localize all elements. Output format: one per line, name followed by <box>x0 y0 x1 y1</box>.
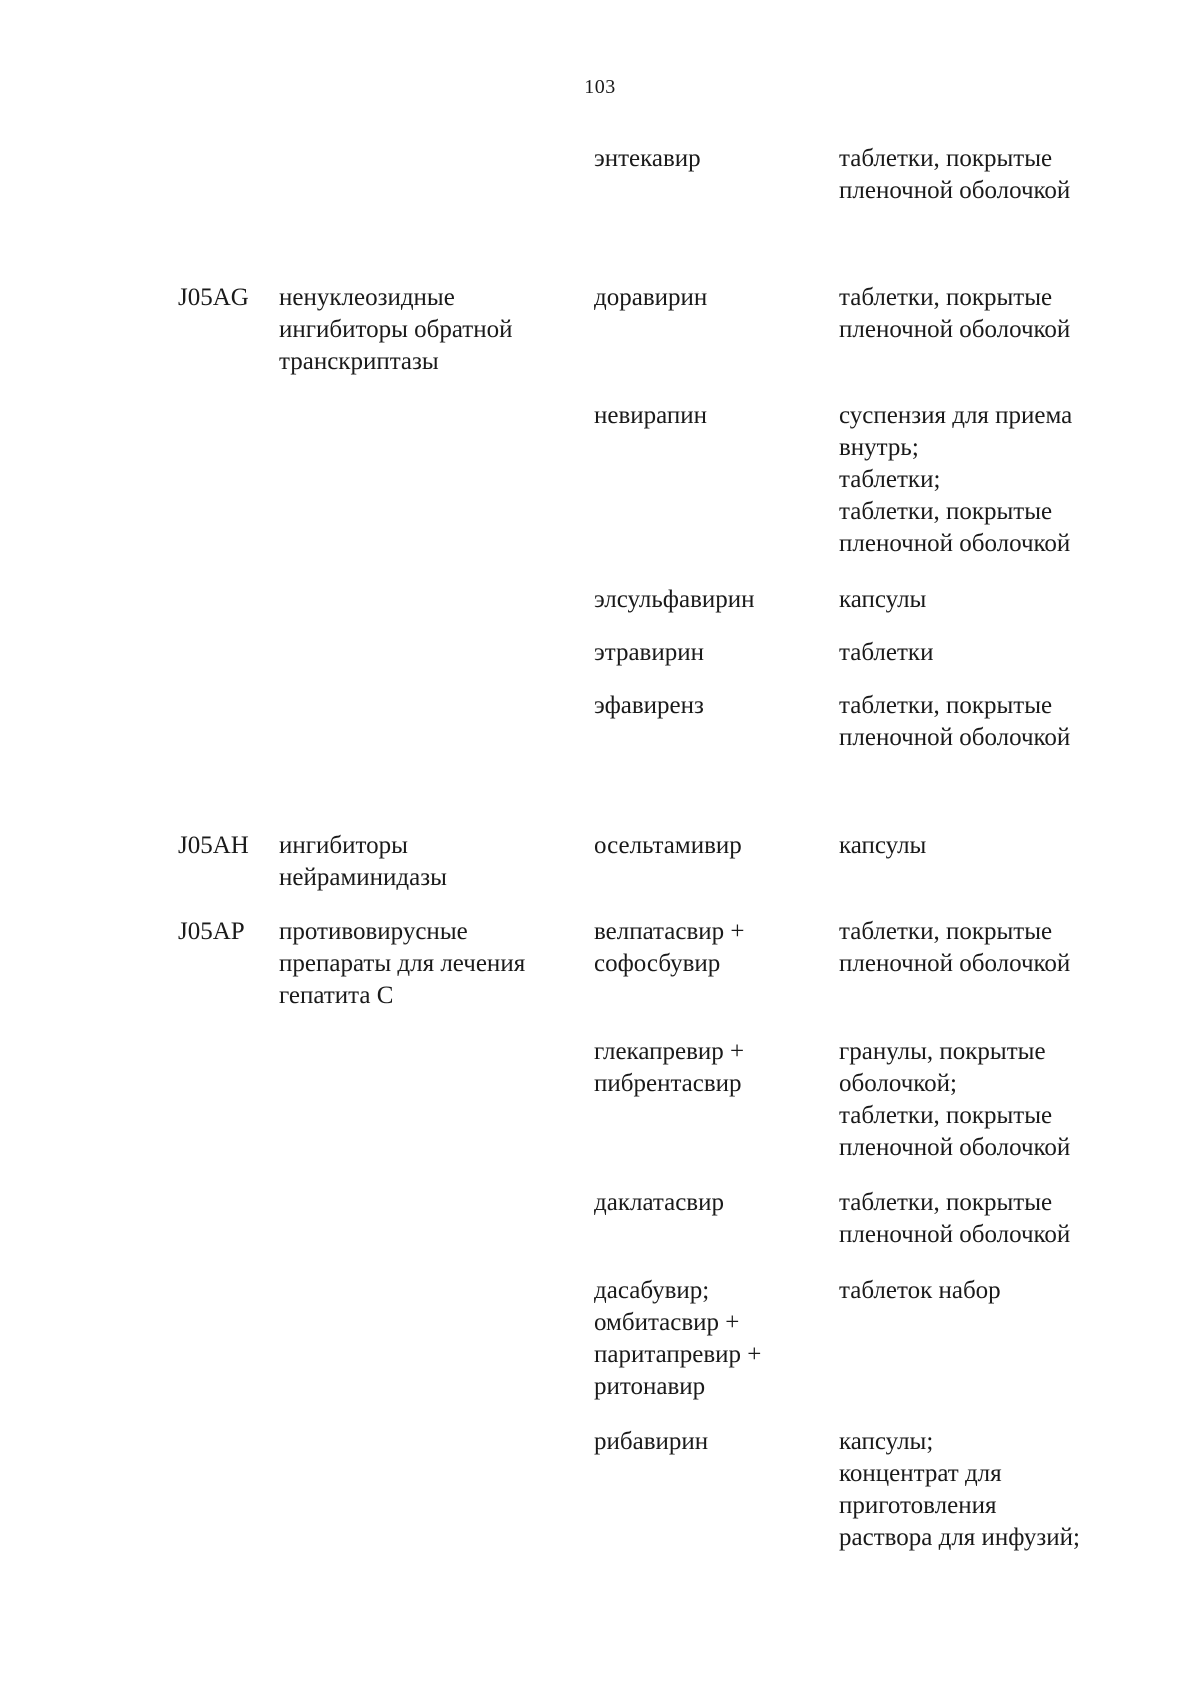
dosage-form: капсулы; концентрат для приготовления раствора для инфузий; <box>839 1428 1080 1551</box>
dosage-form: таблетки, покрытые пленочной оболочкой <box>839 1189 1071 1248</box>
drug-name: рибавирин <box>594 1428 709 1455</box>
drug-name: осельтамивир <box>594 832 742 859</box>
drug-name: даклатасвир <box>594 1189 724 1216</box>
drug-name: велпатасвир + софосбувир <box>594 918 745 977</box>
atc-code: J05AG <box>178 284 249 311</box>
dosage-form: таблетки, покрытые пленочной оболочкой <box>839 284 1071 343</box>
dosage-form: суспензия для приема внутрь; таблетки; таблетки, покрытые пленочной оболочкой <box>839 402 1073 557</box>
dosage-form: таблетки, покрытые пленочной оболочкой <box>839 145 1071 204</box>
drug-name: невирапин <box>594 402 708 429</box>
drug-name: глекапревир + пибрентасвир <box>594 1038 745 1097</box>
drug-group: ингибиторы нейраминидазы <box>279 832 447 891</box>
dosage-form: капсулы <box>839 832 927 859</box>
dosage-form: капсулы <box>839 586 927 613</box>
atc-code: J05AP <box>178 918 245 945</box>
page-number: 103 <box>584 76 616 98</box>
dosage-form: таблетки, покрытые пленочной оболочкой <box>839 918 1071 977</box>
drug-name: дасабувир; омбитасвир + паритапревир + ритонавир <box>594 1277 762 1400</box>
drug-group: противовирусные препараты для лечения гепатита С <box>279 918 526 1009</box>
drug-name: эфавиренз <box>594 692 704 719</box>
drug-name: доравирин <box>594 284 708 311</box>
dosage-form: гранулы, покрытые оболочкой; таблетки, покрытые пленочной оболочкой <box>839 1038 1071 1161</box>
dosage-form: таблетки <box>839 639 934 666</box>
drug-name: энтекавир <box>594 145 701 172</box>
dosage-form: таблетки, покрытые пленочной оболочкой <box>839 692 1071 751</box>
drug-name: элсульфавирин <box>594 586 755 613</box>
atc-code: J05AH <box>178 832 249 859</box>
drug-group: ненуклеозидные ингибиторы обратной транскриптазы <box>279 284 513 375</box>
drug-name: этравирин <box>594 639 704 666</box>
dosage-form: таблеток набор <box>839 1277 1001 1304</box>
